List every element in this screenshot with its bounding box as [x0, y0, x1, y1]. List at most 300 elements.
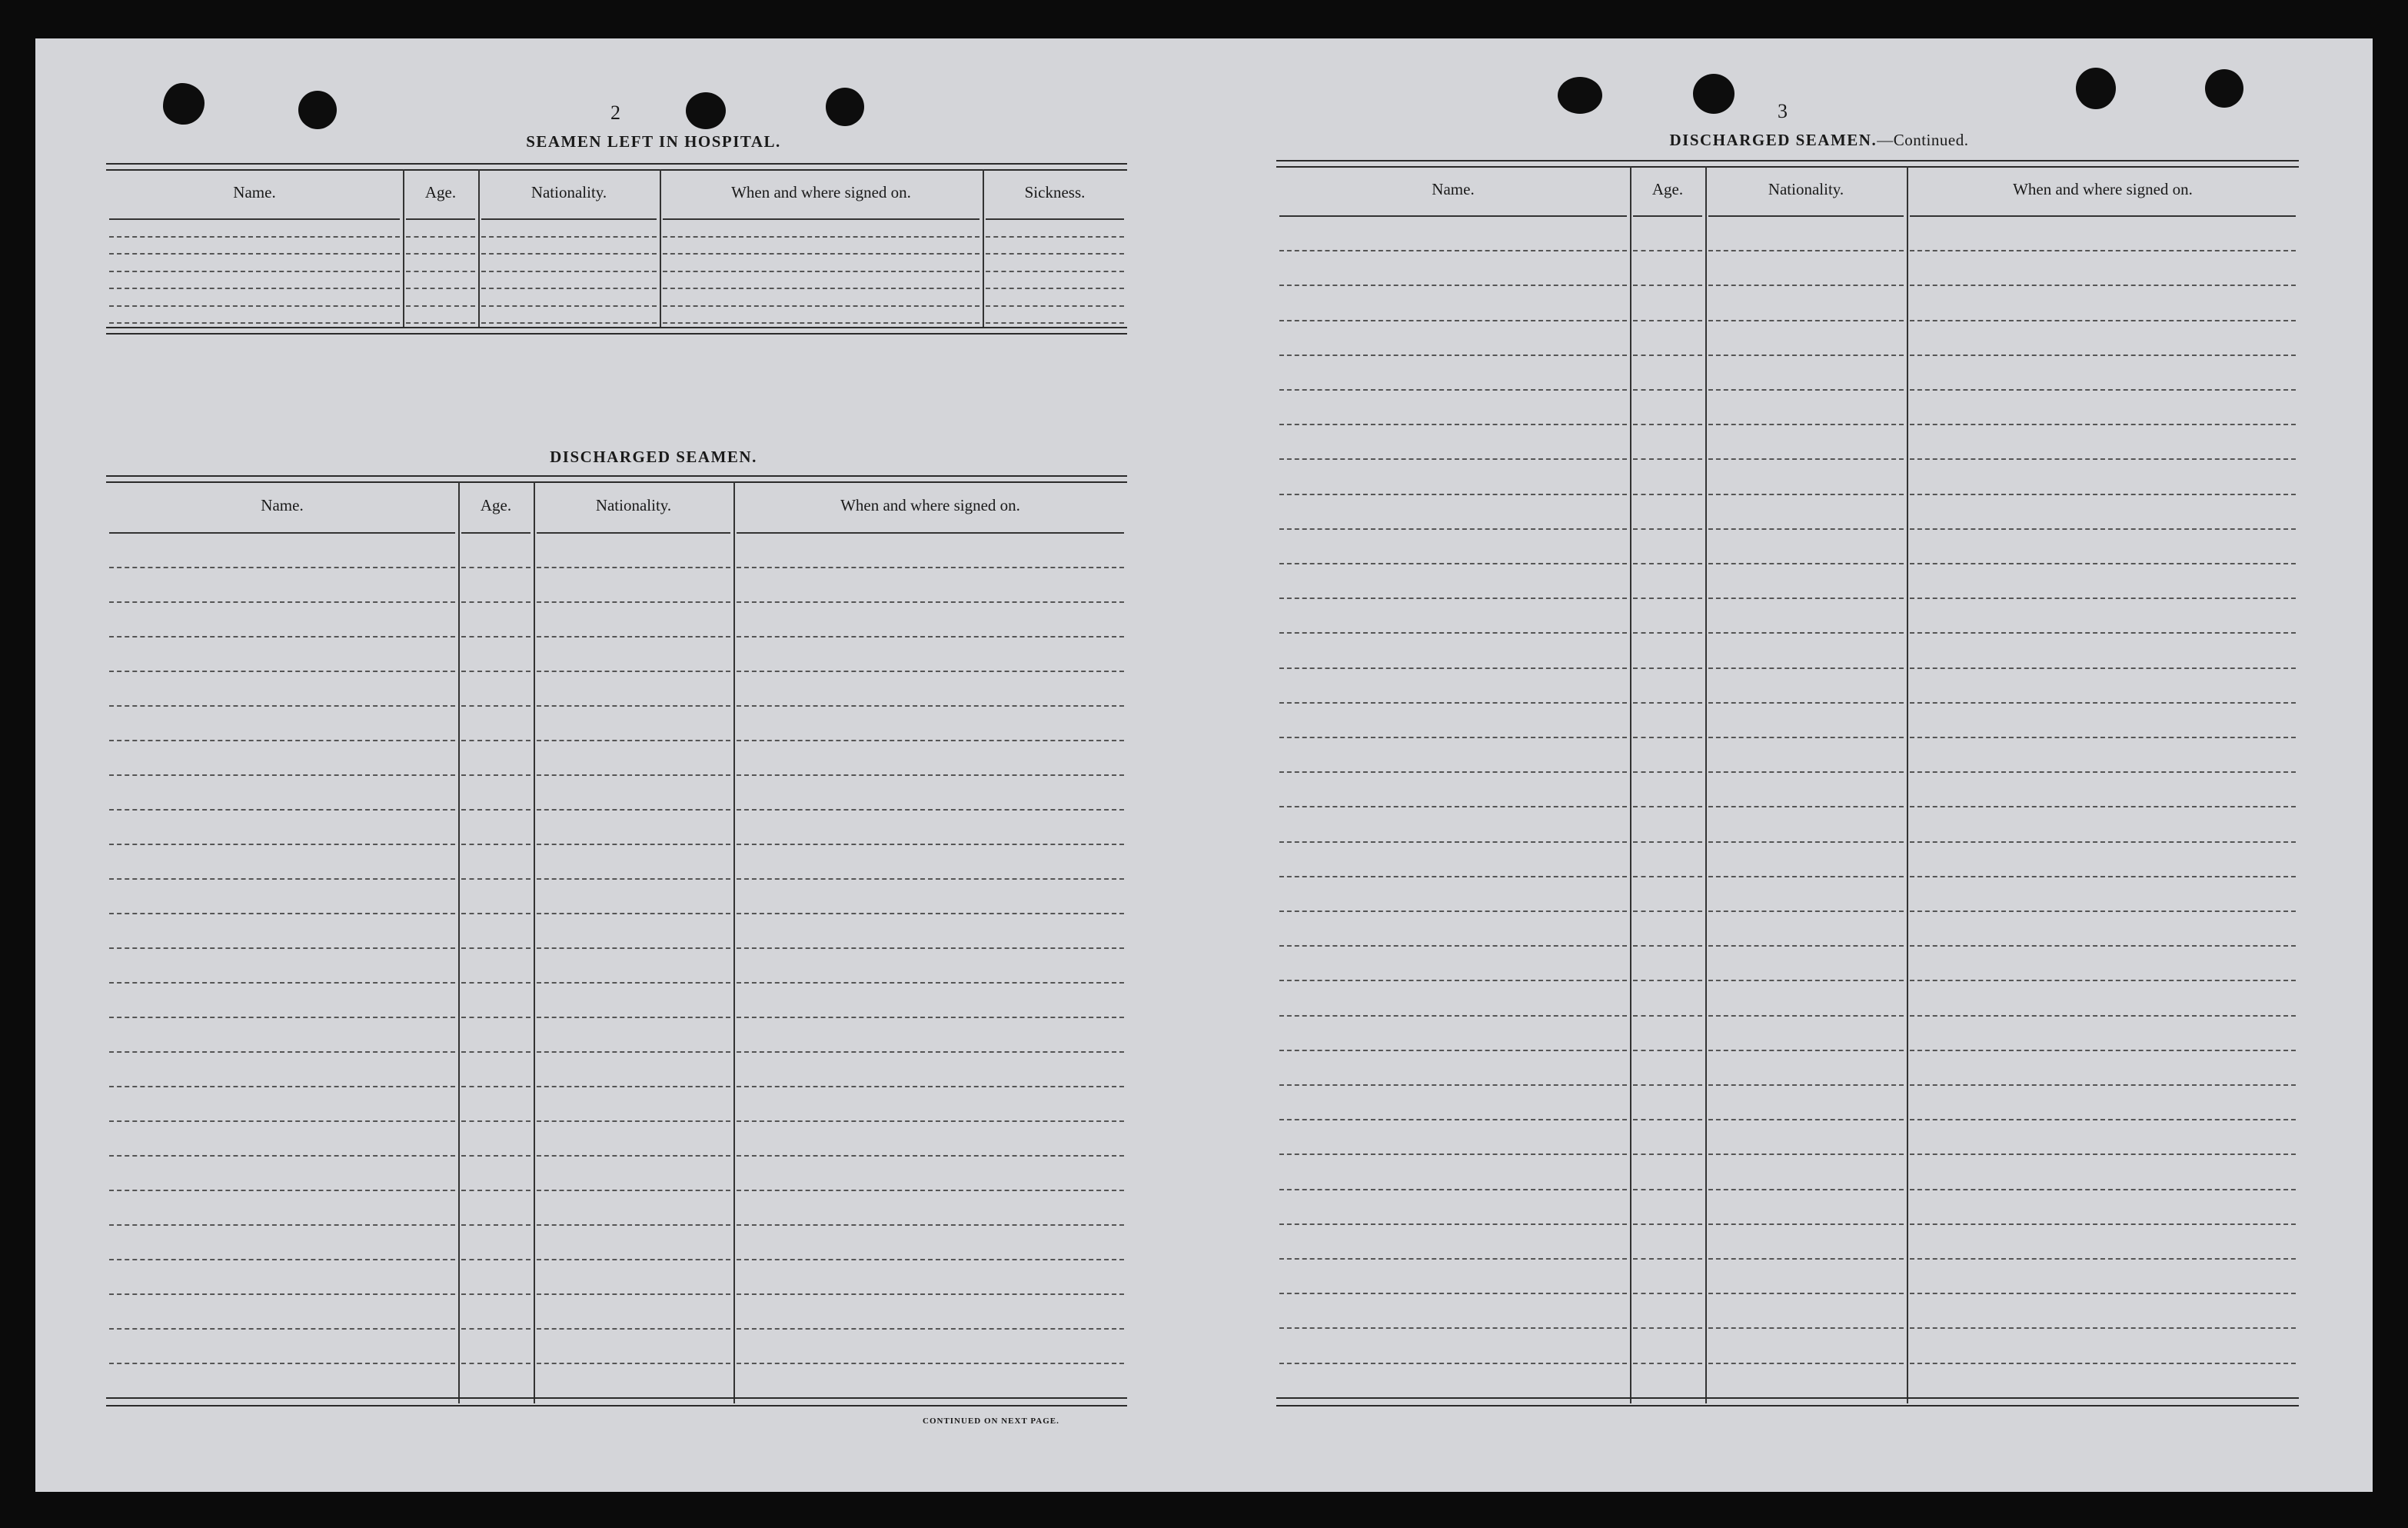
- right-row-line: [1708, 1293, 1904, 1294]
- punch-hole: [2205, 69, 2243, 108]
- discharged-row-line: [537, 1086, 730, 1087]
- discharged-row-line: [461, 844, 530, 845]
- right-row-line: [1633, 320, 1702, 321]
- right-row-line: [1910, 771, 2296, 773]
- discharged-header-3: When and where signed on.: [840, 496, 1020, 514]
- right-row-line: [1633, 528, 1702, 530]
- right-row-line: [1910, 980, 2296, 981]
- hospital-row-line: [986, 253, 1124, 255]
- right-row-line: [1633, 737, 1702, 738]
- discharged-row-line: [109, 774, 455, 776]
- hospital-row-line: [986, 322, 1124, 324]
- hospital-row-line: [986, 288, 1124, 289]
- right-row-line: [1910, 702, 2296, 704]
- right-row-line: [1633, 458, 1702, 460]
- right-row-line: [1633, 355, 1702, 356]
- discharged-continued-title: [1512, 131, 2127, 150]
- right-row-line: [1633, 1084, 1702, 1086]
- discharged-row-line: [537, 878, 730, 880]
- discharged-row-line: [537, 1017, 730, 1018]
- right-row-line: [1633, 1119, 1702, 1120]
- right-header-3: When and where signed on.: [2013, 180, 2193, 198]
- hospital-row-line: [109, 322, 400, 324]
- hospital-header-underline: [986, 218, 1124, 220]
- right-row-line: [1910, 632, 2296, 634]
- right-row-line: [1708, 910, 1904, 912]
- right-row-line: [1910, 528, 2296, 530]
- right-row-line: [1279, 320, 1627, 321]
- page-number: 2: [610, 102, 620, 124]
- right-row-line: [1708, 563, 1904, 564]
- right-row-line: [1910, 876, 2296, 877]
- hospital-top-rule: [106, 169, 1127, 171]
- right-row-line: [1910, 1084, 2296, 1086]
- discharged-row-line: [109, 567, 455, 568]
- discharged-header-1: Age.: [480, 496, 512, 514]
- discharged-row-line: [737, 1190, 1124, 1191]
- discharged-row-line: [109, 809, 455, 811]
- right-header-underline: [1708, 215, 1904, 217]
- right-column-divider: [1630, 166, 1631, 1403]
- discharged-row-line: [737, 1155, 1124, 1157]
- discharged-header-underline: [537, 532, 730, 534]
- right-row-line: [1279, 598, 1627, 599]
- discharged-row-line: [537, 1120, 730, 1122]
- discharged-row-line: [737, 567, 1124, 568]
- discharged-row-line: [537, 1259, 730, 1260]
- right-row-line: [1910, 598, 2296, 599]
- discharged-bottom-rule: [106, 1397, 1127, 1399]
- discharged-row-line: [737, 601, 1124, 603]
- right-row-line: [1279, 945, 1627, 947]
- right-row-line: [1279, 285, 1627, 286]
- right-row-line: [1279, 424, 1627, 425]
- right-row-line: [1910, 945, 2296, 947]
- right-row-line: [1708, 424, 1904, 425]
- hospital-row-line: [663, 236, 979, 238]
- right-row-line: [1633, 910, 1702, 912]
- right-row-line: [1633, 1153, 1702, 1155]
- right-row-line: [1910, 250, 2296, 251]
- discharged-row-line: [461, 809, 530, 811]
- discharged-row-line: [461, 1051, 530, 1053]
- discharged-row-line: [737, 1363, 1124, 1364]
- hospital-header-0: Name.: [233, 183, 276, 201]
- right-row-line: [1633, 841, 1702, 843]
- right-row-line: [1708, 945, 1904, 947]
- right-row-line: [1708, 980, 1904, 981]
- hospital-header-1: Age.: [424, 183, 457, 201]
- discharged-row-line: [109, 878, 455, 880]
- hospital-row-line: [109, 253, 400, 255]
- hospital-row-line: [663, 271, 979, 272]
- discharged-row-line: [737, 1293, 1124, 1295]
- right-row-line: [1708, 632, 1904, 634]
- right-row-line: [1910, 1363, 2296, 1364]
- right-row-line: [1708, 389, 1904, 391]
- discharged-row-line: [461, 567, 530, 568]
- right-row-line: [1708, 528, 1904, 530]
- right-row-line: [1708, 771, 1904, 773]
- right-header-1: Age.: [1651, 180, 1684, 198]
- right-row-line: [1279, 1015, 1627, 1017]
- right-row-line: [1910, 737, 2296, 738]
- hospital-row-line: [109, 236, 400, 238]
- discharged-column-divider: [534, 481, 535, 1403]
- right-row-line: [1633, 424, 1702, 425]
- right-row-line: [1633, 945, 1702, 947]
- right-row-line: [1708, 667, 1904, 669]
- continued-footer: CONTINUED ON NEXT PAGE.: [923, 1416, 1059, 1426]
- right-row-line: [1708, 1189, 1904, 1190]
- right-row-line: [1633, 702, 1702, 704]
- right-row-line: [1633, 563, 1702, 564]
- discharged-top-rule: [106, 481, 1127, 483]
- right-row-line: [1633, 389, 1702, 391]
- discharged-row-line: [537, 671, 730, 672]
- discharged-row-line: [461, 878, 530, 880]
- discharged-row-line: [461, 1363, 530, 1364]
- discharged-row-line: [109, 947, 455, 949]
- hospital-row-line: [986, 271, 1124, 272]
- hospital-row-line: [109, 271, 400, 272]
- right-row-line: [1633, 1015, 1702, 1017]
- right-row-line: [1279, 458, 1627, 460]
- right-row-line: [1910, 806, 2296, 807]
- hospital-row-line: [663, 305, 979, 307]
- hospital-header-4: Sickness.: [1024, 183, 1086, 201]
- discharged-row-line: [537, 913, 730, 914]
- right-row-line: [1633, 632, 1702, 634]
- hospital-row-line: [406, 322, 475, 324]
- right-row-line: [1708, 1327, 1904, 1329]
- discharged-row-line: [537, 774, 730, 776]
- discharged-row-line: [537, 844, 730, 845]
- hospital-row-line: [481, 322, 657, 324]
- hospital-row-line: [986, 236, 1124, 238]
- hospital-top-rule: [106, 163, 1127, 165]
- hospital-column-divider: [403, 169, 404, 328]
- hospital-row-line: [663, 322, 979, 324]
- hospital-bottom-rule: [106, 333, 1127, 335]
- discharged-row-line: [109, 1086, 455, 1087]
- discharged-row-line: [461, 1017, 530, 1018]
- right-row-line: [1279, 494, 1627, 495]
- punch-hole: [686, 92, 726, 129]
- discharged-row-line: [461, 671, 530, 672]
- right-row-line: [1910, 1050, 2296, 1051]
- discharged-row-line: [537, 1224, 730, 1226]
- discharged-row-line: [737, 705, 1124, 707]
- discharged-row-line: [109, 1224, 455, 1226]
- right-row-line: [1279, 1084, 1627, 1086]
- discharged-row-line: [537, 1293, 730, 1295]
- discharged-row-line: [109, 1363, 455, 1364]
- right-row-line: [1279, 667, 1627, 669]
- right-row-line: [1708, 1153, 1904, 1155]
- right-row-line: [1708, 1015, 1904, 1017]
- discharged-row-line: [461, 740, 530, 741]
- right-row-line: [1633, 1223, 1702, 1225]
- hospital-header-underline: [481, 218, 657, 220]
- right-row-line: [1633, 667, 1702, 669]
- hospital-column-divider: [983, 169, 984, 328]
- right-row-line: [1708, 1084, 1904, 1086]
- right-row-line: [1279, 980, 1627, 981]
- discharged-header-underline: [737, 532, 1124, 534]
- right-row-line: [1910, 320, 2296, 321]
- discharged-row-line: [737, 1224, 1124, 1226]
- discharged-row-line: [737, 947, 1124, 949]
- title-text: DISCHARGED SEAMEN.: [1669, 131, 1878, 149]
- discharged-row-line: [109, 1328, 455, 1330]
- discharged-row-line: [461, 1224, 530, 1226]
- right-row-line: [1279, 1223, 1627, 1225]
- hospital-row-line: [481, 288, 657, 289]
- discharged-row-line: [109, 1155, 455, 1157]
- right-top-rule: [1276, 160, 2299, 161]
- right-row-line: [1910, 1015, 2296, 1017]
- hospital-row-line: [406, 305, 475, 307]
- discharged-row-line: [461, 1190, 530, 1191]
- discharged-row-line: [109, 671, 455, 672]
- right-header-underline: [1633, 215, 1702, 217]
- right-row-line: [1279, 1327, 1627, 1329]
- discharged-header-underline: [461, 532, 530, 534]
- right-row-line: [1279, 1153, 1627, 1155]
- right-row-line: [1910, 494, 2296, 495]
- hospital-section-title: SEAMEN LEFT IN HOSPITAL.: [526, 132, 781, 151]
- right-row-line: [1633, 1327, 1702, 1329]
- discharged-row-line: [737, 636, 1124, 637]
- hospital-row-line: [481, 305, 657, 307]
- right-row-line: [1708, 1223, 1904, 1225]
- discharged-row-line: [737, 1017, 1124, 1018]
- discharged-row-line: [537, 567, 730, 568]
- right-row-line: [1633, 806, 1702, 807]
- right-row-line: [1279, 250, 1627, 251]
- right-row-line: [1279, 389, 1627, 391]
- right-row-line: [1279, 1293, 1627, 1294]
- discharged-row-line: [461, 1293, 530, 1295]
- discharged-row-line: [109, 705, 455, 707]
- hospital-row-line: [481, 271, 657, 272]
- right-header-underline: [1910, 215, 2296, 217]
- punch-hole: [1693, 74, 1734, 114]
- hospital-header-underline: [663, 218, 979, 220]
- discharged-row-line: [537, 1190, 730, 1191]
- right-row-line: [1708, 841, 1904, 843]
- discharged-row-line: [109, 1120, 455, 1122]
- right-row-line: [1708, 494, 1904, 495]
- right-row-line: [1910, 389, 2296, 391]
- document-sheet: [35, 38, 2373, 1492]
- discharged-row-line: [537, 1328, 730, 1330]
- right-row-line: [1279, 771, 1627, 773]
- right-row-line: [1910, 1258, 2296, 1260]
- discharged-row-line: [109, 844, 455, 845]
- discharged-row-line: [461, 1120, 530, 1122]
- right-row-line: [1910, 1119, 2296, 1120]
- right-header-underline: [1279, 215, 1627, 217]
- right-column-divider: [1705, 166, 1707, 1403]
- discharged-row-line: [737, 740, 1124, 741]
- right-row-line: [1910, 1153, 2296, 1155]
- right-top-rule: [1276, 166, 2299, 168]
- right-row-line: [1910, 355, 2296, 356]
- discharged-row-line: [109, 601, 455, 603]
- discharged-header-2: Nationality.: [595, 496, 672, 514]
- right-row-line: [1279, 702, 1627, 704]
- hospital-row-line: [481, 236, 657, 238]
- right-row-line: [1910, 458, 2296, 460]
- right-row-line: [1633, 771, 1702, 773]
- discharged-row-line: [537, 601, 730, 603]
- discharged-row-line: [737, 671, 1124, 672]
- right-row-line: [1279, 876, 1627, 877]
- discharged-row-line: [461, 774, 530, 776]
- right-row-line: [1708, 355, 1904, 356]
- hospital-row-line: [406, 288, 475, 289]
- right-row-line: [1279, 806, 1627, 807]
- discharged-row-line: [537, 947, 730, 949]
- hospital-column-divider: [478, 169, 480, 328]
- discharged-row-line: [537, 982, 730, 984]
- right-column-divider: [1907, 166, 1908, 1403]
- discharged-row-line: [461, 1328, 530, 1330]
- right-row-line: [1633, 1258, 1702, 1260]
- discharged-bottom-rule: [106, 1405, 1127, 1406]
- discharged-column-divider: [733, 481, 735, 1403]
- right-row-line: [1708, 876, 1904, 877]
- right-row-line: [1910, 563, 2296, 564]
- page-number: 3: [1778, 100, 1788, 122]
- discharged-row-line: [737, 809, 1124, 811]
- right-row-line: [1279, 528, 1627, 530]
- hospital-row-line: [109, 305, 400, 307]
- punch-hole: [1558, 77, 1602, 114]
- right-row-line: [1279, 632, 1627, 634]
- right-row-line: [1633, 598, 1702, 599]
- right-row-line: [1910, 1327, 2296, 1329]
- discharged-row-line: [737, 1120, 1124, 1122]
- discharged-row-line: [737, 1051, 1124, 1053]
- hospital-bottom-rule: [106, 327, 1127, 328]
- discharged-row-line: [537, 740, 730, 741]
- hospital-row-line: [986, 305, 1124, 307]
- right-row-line: [1910, 424, 2296, 425]
- right-row-line: [1910, 285, 2296, 286]
- discharged-row-line: [109, 740, 455, 741]
- discharged-row-line: [109, 913, 455, 914]
- right-row-line: [1279, 563, 1627, 564]
- right-row-line: [1910, 667, 2296, 669]
- hospital-row-line: [406, 236, 475, 238]
- discharged-row-line: [737, 1328, 1124, 1330]
- right-row-line: [1708, 806, 1904, 807]
- discharged-row-line: [109, 636, 455, 637]
- right-row-line: [1708, 598, 1904, 599]
- punch-hole: [298, 91, 337, 129]
- hospital-column-divider: [660, 169, 661, 328]
- discharged-row-line: [737, 913, 1124, 914]
- hospital-row-line: [481, 253, 657, 255]
- discharged-header-underline: [109, 532, 455, 534]
- right-row-line: [1633, 1189, 1702, 1190]
- right-row-line: [1633, 1293, 1702, 1294]
- discharged-row-line: [461, 601, 530, 603]
- hospital-row-line: [406, 271, 475, 272]
- discharged-row-line: [461, 1155, 530, 1157]
- discharged-top-rule: [106, 475, 1127, 477]
- discharged-row-line: [109, 982, 455, 984]
- right-row-line: [1708, 458, 1904, 460]
- discharged-row-line: [109, 1017, 455, 1018]
- discharged-row-line: [737, 878, 1124, 880]
- hospital-header-2: Nationality.: [530, 183, 607, 201]
- discharged-row-line: [461, 913, 530, 914]
- title-suffix: —Continued.: [1877, 131, 1969, 149]
- hospital-row-line: [663, 288, 979, 289]
- right-row-line: [1633, 876, 1702, 877]
- discharged-row-line: [109, 1259, 455, 1260]
- right-header-2: Nationality.: [1768, 180, 1844, 198]
- discharged-row-line: [109, 1190, 455, 1191]
- discharged-section-title: DISCHARGED SEAMEN.: [550, 448, 757, 466]
- discharged-row-line: [461, 1086, 530, 1087]
- right-header-0: Name.: [1432, 180, 1475, 198]
- right-row-line: [1708, 320, 1904, 321]
- hospital-header-underline: [109, 218, 400, 220]
- discharged-row-line: [537, 636, 730, 637]
- right-row-line: [1279, 841, 1627, 843]
- right-row-line: [1708, 1363, 1904, 1364]
- right-row-line: [1633, 1363, 1702, 1364]
- discharged-row-line: [737, 844, 1124, 845]
- discharged-row-line: [461, 636, 530, 637]
- right-bottom-rule: [1276, 1397, 2299, 1399]
- right-row-line: [1708, 1050, 1904, 1051]
- discharged-row-line: [537, 1363, 730, 1364]
- right-row-line: [1633, 285, 1702, 286]
- discharged-row-line: [537, 809, 730, 811]
- right-row-line: [1910, 910, 2296, 912]
- hospital-header-3: When and where signed on.: [731, 183, 911, 201]
- hospital-row-line: [663, 253, 979, 255]
- right-row-line: [1279, 1050, 1627, 1051]
- right-row-line: [1708, 1258, 1904, 1260]
- discharged-row-line: [737, 1086, 1124, 1087]
- right-row-line: [1708, 250, 1904, 251]
- right-row-line: [1279, 1119, 1627, 1120]
- discharged-row-line: [109, 1051, 455, 1053]
- discharged-row-line: [461, 1259, 530, 1260]
- punch-hole: [826, 88, 864, 126]
- right-row-line: [1633, 250, 1702, 251]
- right-row-line: [1279, 1258, 1627, 1260]
- right-row-line: [1279, 910, 1627, 912]
- discharged-row-line: [461, 982, 530, 984]
- discharged-row-line: [109, 1293, 455, 1295]
- right-row-line: [1279, 355, 1627, 356]
- hospital-header-underline: [406, 218, 475, 220]
- hospital-row-line: [406, 253, 475, 255]
- discharged-row-line: [737, 1259, 1124, 1260]
- right-row-line: [1633, 1050, 1702, 1051]
- discharged-header-0: Name.: [261, 496, 304, 514]
- hospital-row-line: [109, 288, 400, 289]
- discharged-column-divider: [458, 481, 460, 1403]
